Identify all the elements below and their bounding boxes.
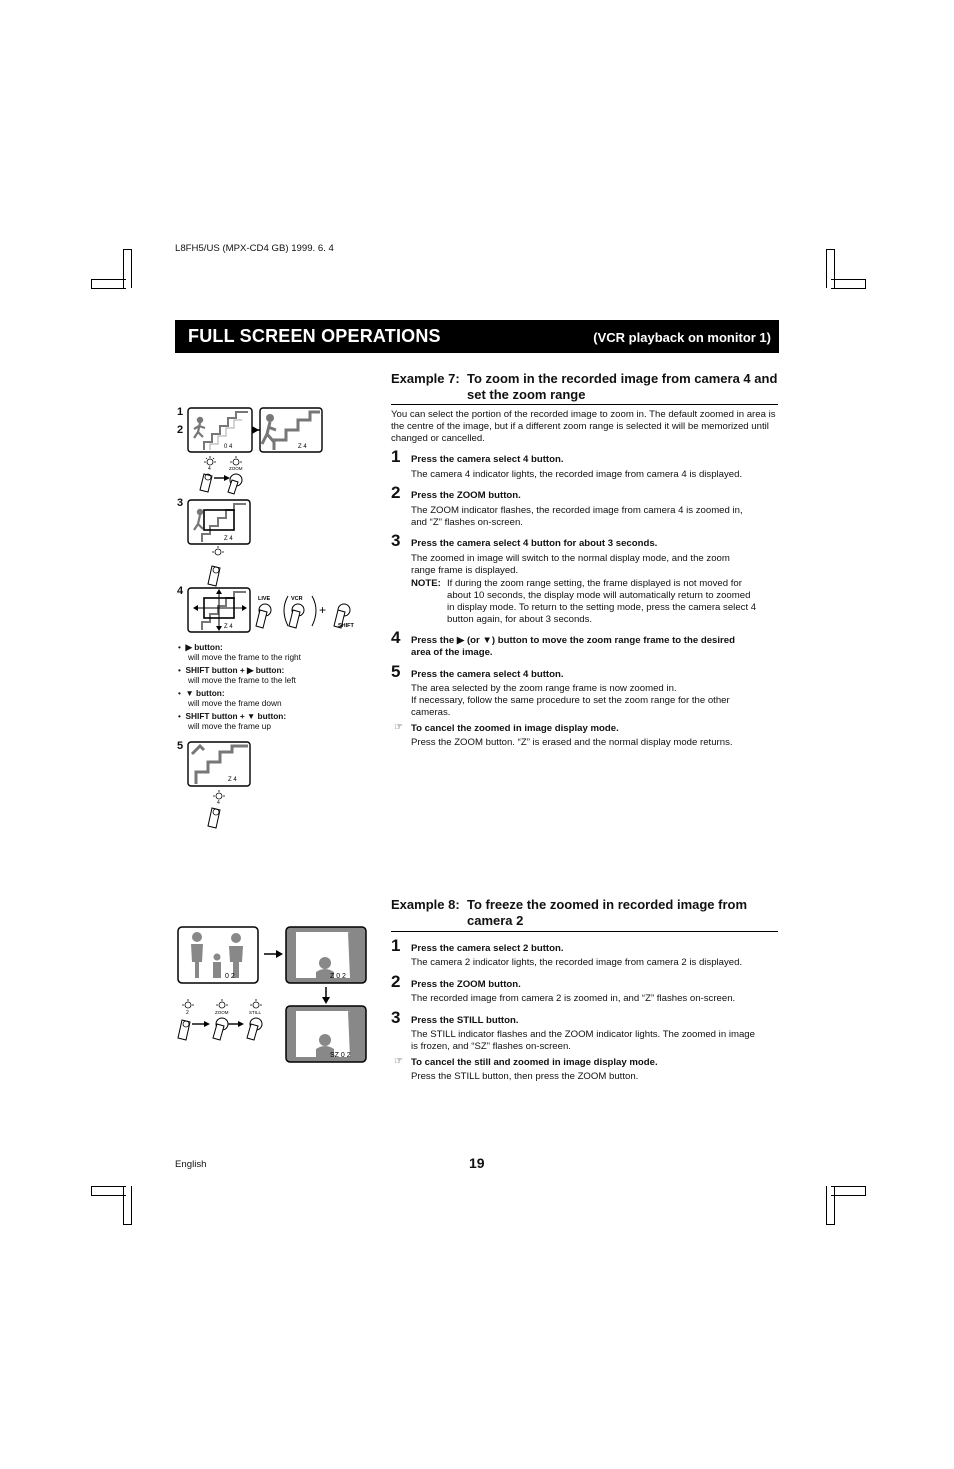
footer-language: English	[175, 1159, 207, 1170]
screen-a-text: 0 2	[225, 973, 235, 980]
vcr-button-icon	[289, 604, 304, 628]
note-line1: If during the zoom range setting, the frame displayed is not moved for	[447, 578, 742, 589]
example7-intro: You can select the portion of the recorded image to zoom in. The default zoomed in area is the centre of the image, but if a different zoom range is selected it will be memorized until changed or cancelled.	[391, 409, 776, 444]
step7-4-title	[411, 635, 735, 646]
bullet-desc: will move the frame up	[188, 721, 272, 731]
step7-4-title-part: (or	[466, 635, 480, 646]
camera-select-4-button-icon	[200, 456, 216, 492]
step7-3-number: 3	[391, 531, 401, 550]
example7-title: To zoom in the recorded image from camera 4 and set the zoom range	[467, 371, 778, 402]
example7-label: Example 7:	[391, 371, 460, 386]
screen4-text: Z 4	[224, 624, 233, 630]
bullet-head: SHIFT button + ▶ button:	[185, 665, 285, 675]
screen-b-text: Z 0 2	[330, 973, 346, 980]
step7-1-text: The camera 4 indicator lights, the recorded image from camera 4 is displayed.	[411, 469, 743, 480]
step8-1-number: 1	[391, 936, 401, 955]
bullet-desc: will move the frame to the right	[188, 652, 301, 662]
screen3-text: Z 4	[224, 536, 233, 542]
bullet-item: • SHIFT button + ▼ button:	[178, 711, 287, 721]
example8-rule	[391, 931, 778, 932]
step7-4-title-part: ) button to move the zoom range frame to the desired	[491, 635, 735, 646]
step7-4-number: 4	[391, 628, 401, 647]
screen5-text: Z 4	[228, 777, 237, 783]
example8-cancel-text: Press the STILL button, then press the ZOOM button.	[411, 1071, 639, 1082]
shift-button-label: SHIFT	[338, 623, 354, 629]
button-2-label: 2	[186, 1010, 189, 1016]
example8-cancel-title: To cancel the still and zoomed in image display mode.	[411, 1057, 658, 1068]
live-button-icon	[256, 604, 271, 628]
down-arrow-icon: ▼	[482, 635, 492, 646]
page-subtitle: (VCR playback on monitor 1)	[593, 330, 771, 345]
monitor-screen-zoomed-final	[188, 742, 250, 786]
step7-5-text-line3: cameras.	[411, 707, 451, 718]
example8-heading	[391, 897, 781, 931]
step7-4-title-line2: area of the image.	[411, 647, 493, 658]
section-header	[175, 320, 779, 353]
monitor-screen-zoomed	[260, 408, 322, 452]
zoom-button-icon	[213, 999, 229, 1040]
step7-5-text-line1: The area selected by the zoom range frame is now zoomed in.	[411, 683, 677, 694]
diagram7-illustration	[170, 400, 370, 840]
button-cam-label: 4	[208, 466, 211, 472]
live-button-label: LIVE	[258, 596, 271, 602]
down-arrow-icon: ▼	[185, 688, 194, 698]
pointing-hand-icon: ☞	[394, 1056, 403, 1067]
page-number: 19	[469, 1155, 485, 1171]
monitor-screen-frame-arrows	[188, 588, 250, 632]
camera-select-4-button-icon	[208, 790, 225, 828]
diagram7-label-1: 1	[177, 406, 184, 418]
bullet-item: • ▼ button:	[178, 688, 225, 698]
bullet-item: • ▶ button:	[178, 642, 223, 652]
diagram8-illustration	[170, 920, 380, 1070]
page-title: FULL SCREEN OPERATIONS	[188, 326, 441, 346]
monitor-screen-frame	[188, 500, 250, 544]
diagram7-label-5: 5	[177, 740, 184, 752]
note-label: NOTE:	[411, 578, 441, 589]
bullet-head: button:	[194, 642, 223, 652]
note-line3: in display mode. To return to the setting mode, press the camera select 4	[447, 602, 757, 613]
right-arrow-icon: ▶	[185, 642, 192, 652]
step7-2-title: Press the ZOOM button.	[411, 490, 521, 501]
right-arrow-icon: ▶	[456, 635, 465, 646]
screen-c-text: SZ 0 2	[330, 1052, 351, 1059]
step7-3-text-line1: The zoomed in image will switch to the normal display mode, and the zoom	[411, 553, 730, 564]
pointing-hand-icon: ☞	[394, 722, 403, 733]
bullet-desc: will move the frame down	[188, 698, 282, 708]
button-zoom-label: ZOOM	[215, 1010, 229, 1015]
button-zoom-label: ZOOM	[229, 466, 243, 471]
step8-1-text: The camera 2 indicator lights, the recorded image from camera 2 is displayed.	[411, 957, 743, 968]
bullet-item: • SHIFT button + ▶ button:	[178, 665, 285, 675]
step7-2-number: 2	[391, 483, 401, 502]
monitor-screen-zoomed-person	[286, 927, 366, 983]
step7-2-text-line1: The ZOOM indicator flashes, the recorded image from camera 4 is zoomed in,	[411, 505, 743, 516]
step8-3-number: 3	[391, 1008, 401, 1027]
diagram7-label-2: 2	[177, 424, 184, 436]
plus-sign: +	[319, 603, 327, 617]
monitor-screen-normal	[188, 408, 252, 452]
example7-cancel-title: To cancel the zoomed in image display mode.	[411, 723, 619, 734]
screen1-text: 0 4	[224, 444, 233, 450]
example7-rule	[391, 404, 778, 405]
step8-3-text-line2: is frozen, and “SZ” flashes on-screen.	[411, 1041, 571, 1052]
note-line4: button again, for about 3 seconds.	[447, 614, 593, 625]
camera-select-2-button-icon	[178, 999, 194, 1040]
note-line2: about 10 seconds, the display mode will automatically return to zoomed	[447, 590, 751, 601]
zoom-button-icon	[228, 456, 243, 494]
step7-1-number: 1	[391, 447, 401, 466]
step7-3-title: Press the camera select 4 button for about 3 seconds.	[411, 538, 658, 549]
diagram7-bullets	[178, 642, 368, 731]
example8-title: To freeze the zoomed in recorded image from camera 2	[467, 897, 748, 928]
example7-cancel-text: Press the ZOOM button. “Z” is erased and the normal display mode returns.	[411, 737, 733, 748]
step7-5-text-line2: If necessary, follow the same procedure to set the zoom range for the other	[411, 695, 730, 706]
step7-4-title-part: Press the	[411, 635, 455, 646]
step7-2-text-line2: and “Z” flashes on-screen.	[411, 517, 523, 528]
step8-2-title: Press the ZOOM button.	[411, 979, 521, 990]
camera-select-4-button-icon	[208, 546, 224, 586]
step8-2-text: The recorded image from camera 2 is zoomed in, and “Z” flashes on-screen.	[411, 993, 736, 1004]
bullet-head: SHIFT button + ▼ button:	[185, 711, 287, 721]
example7-heading	[391, 371, 781, 405]
bullet-desc: will move the frame to the left	[188, 675, 296, 685]
still-button-icon	[247, 999, 262, 1040]
step7-1-title: Press the camera select 4 button.	[411, 454, 564, 465]
button-still-label: STILL	[249, 1010, 262, 1015]
screen2-text: Z 4	[298, 444, 307, 450]
step8-2-number: 2	[391, 972, 401, 991]
step8-3-title: Press the STILL button.	[411, 1015, 519, 1026]
document-reference: L8FH5/US (MPX-CD4 GB) 1999. 6. 4	[175, 243, 334, 254]
diagram7-label-3: 3	[177, 497, 184, 509]
bullet-head: button:	[196, 688, 225, 698]
vcr-button-label: VCR	[291, 596, 303, 602]
step7-5-number: 5	[391, 662, 401, 681]
step7-5-title: Press the camera select 4 button.	[411, 669, 564, 680]
step8-1-title: Press the camera select 2 button.	[411, 943, 564, 954]
diagram7-label-4: 4	[177, 585, 184, 597]
button-cam5-label: 4	[217, 800, 220, 806]
step7-3-text-line2: range frame is displayed.	[411, 565, 519, 576]
monitor-screen-people	[178, 927, 258, 983]
step8-3-text-line1: The STILL indicator flashes and the ZOOM indicator lights. The zoomed in image	[411, 1029, 755, 1040]
monitor-screen-still	[286, 1006, 366, 1062]
example8-label: Example 8:	[391, 897, 460, 912]
